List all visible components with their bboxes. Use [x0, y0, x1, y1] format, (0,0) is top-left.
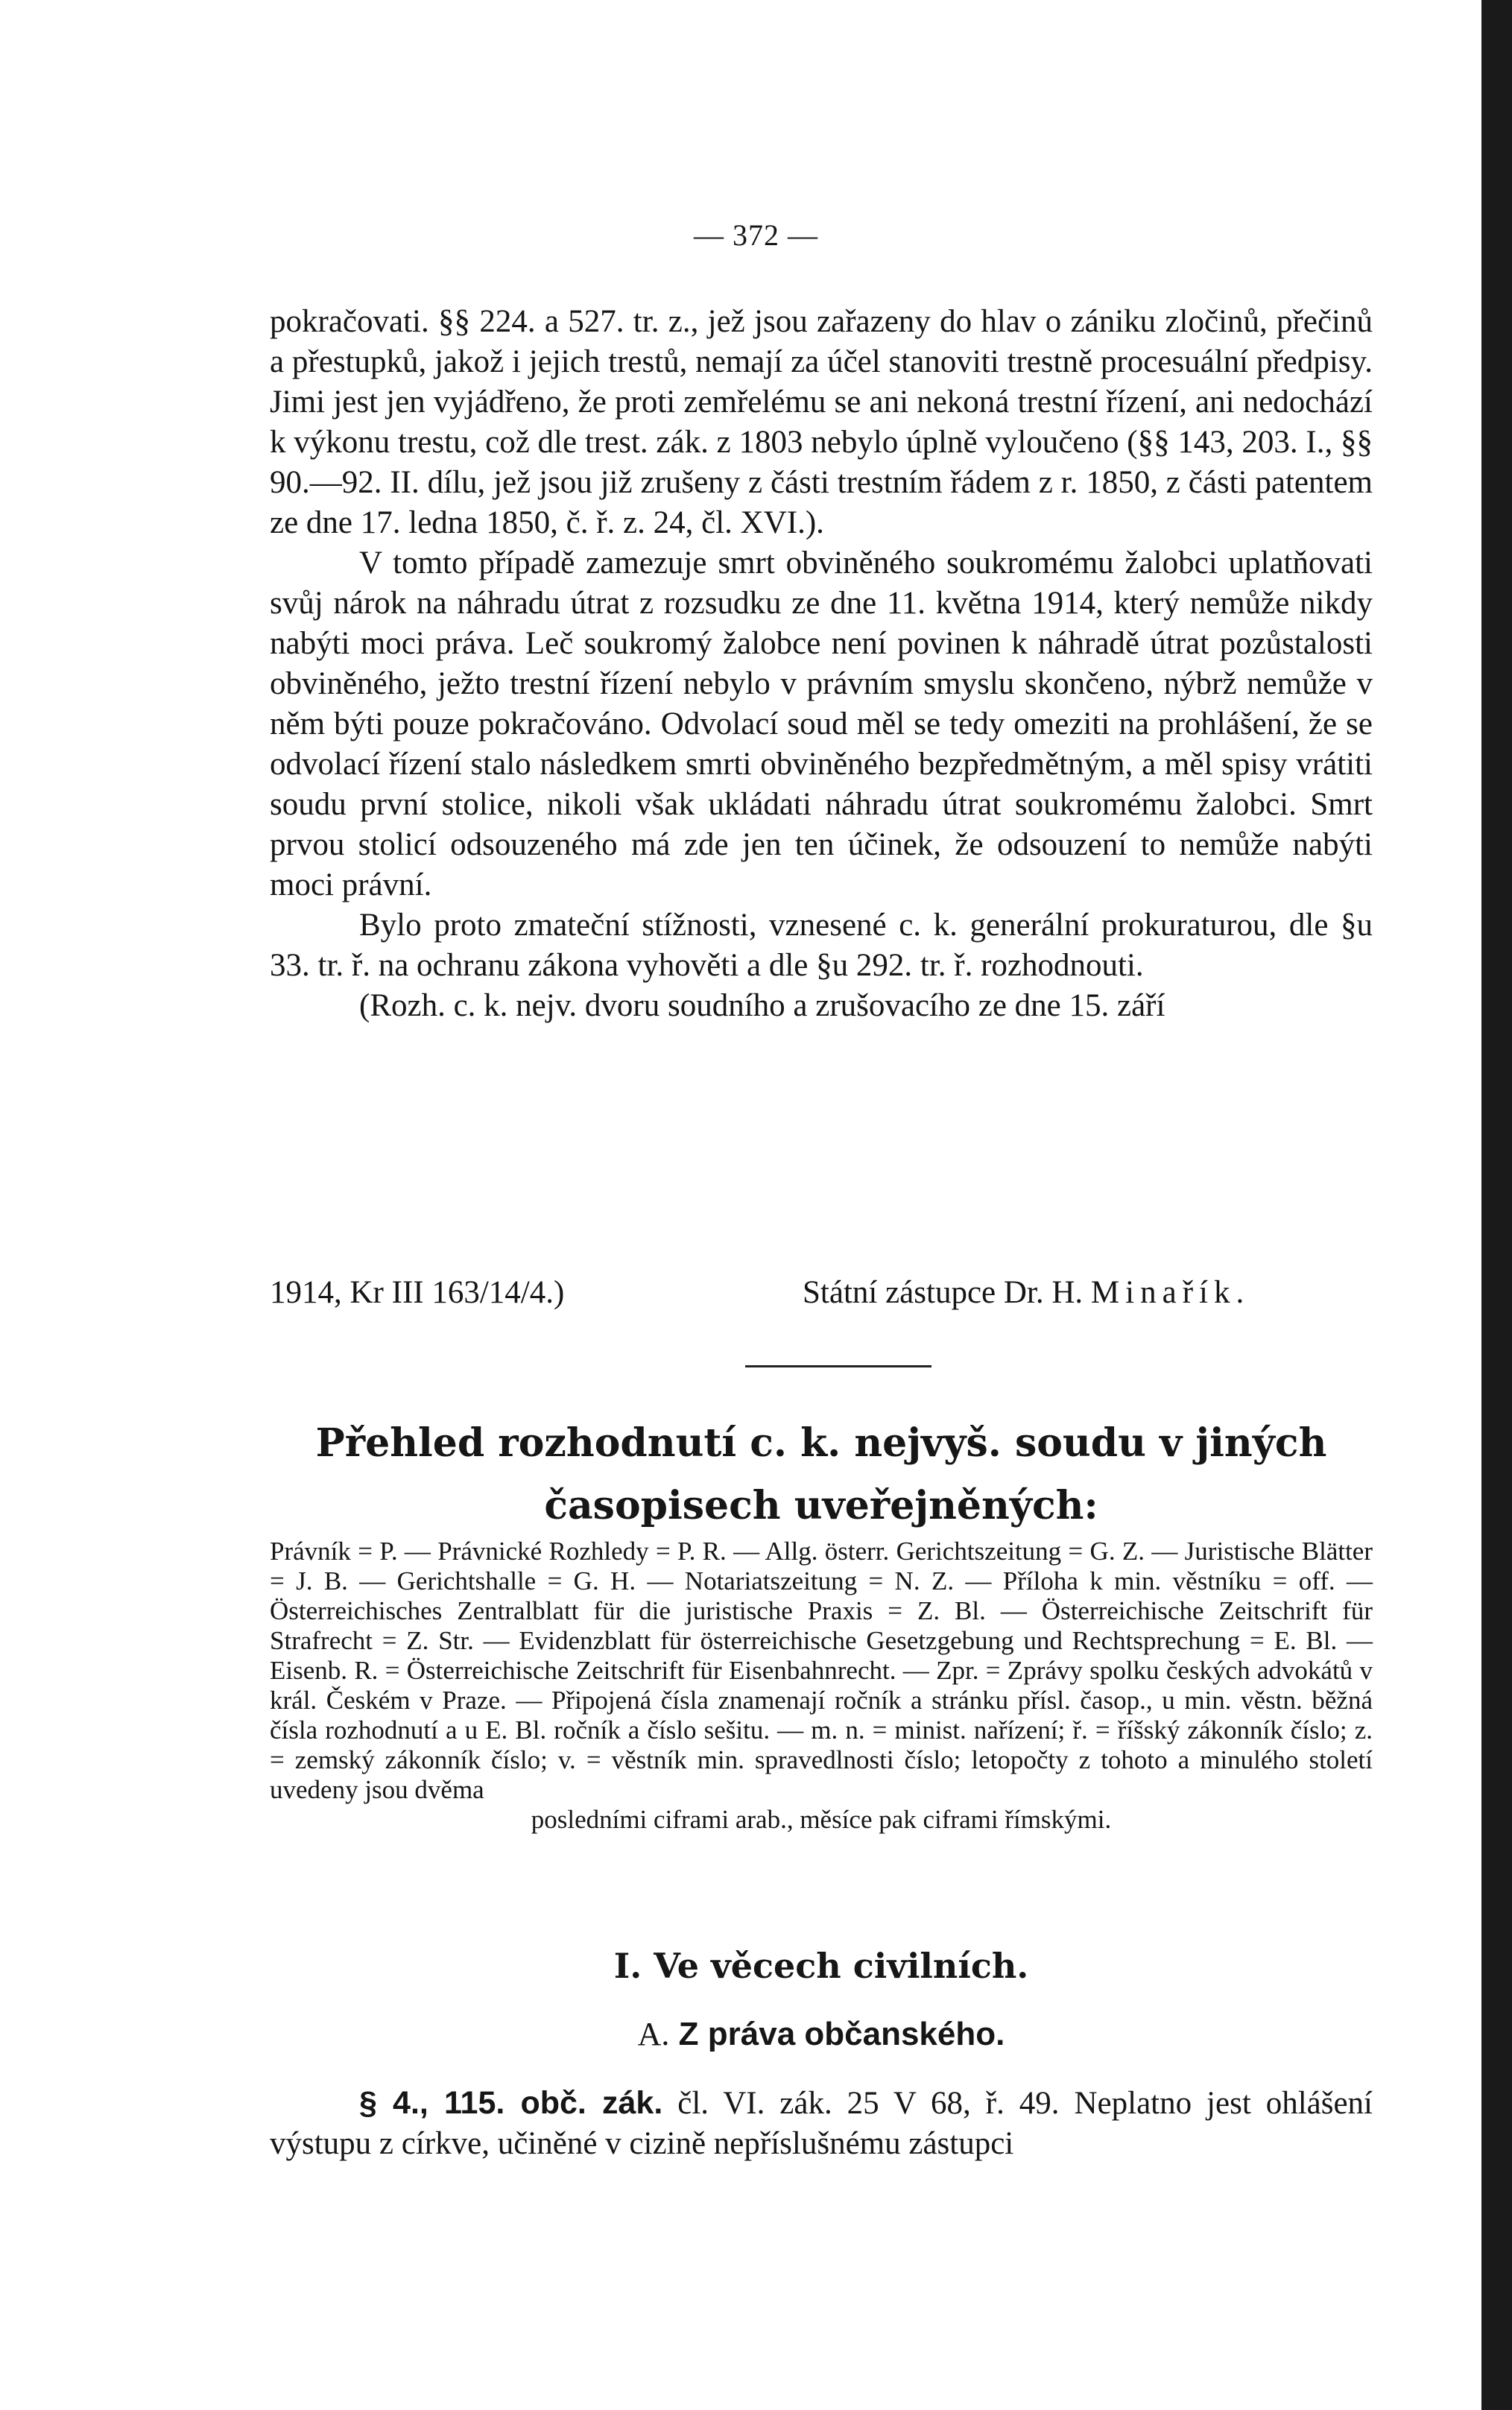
final-paragraph-statute: § 4., 115. obč. zák.	[359, 2085, 663, 2121]
overview-heading-line-2: časopisech uveřejněných:	[544, 1483, 1098, 1528]
final-paragraph-body: čl. VI. zák. 25 V 68, ř. 49. Neplatno jest ohlášení výstupu z církve, učiněné v cizině nepříslušnému zástupci	[270, 2086, 1373, 2161]
citation-tail: 1914, Kr III 163/14/4.)	[270, 1275, 565, 1310]
abbreviations-text: Právník = P. — Právnické Rozhledy = P. R. — Allg. österr. Gerichtszeitung = G. Z. — Juristische Blätter = J. B. — Gerichtshalle = G. H. — Notariatszeitung = N. Z. — Příloha k min. věstníku = off. — Österreichisches Zentralblatt für die juristische Praxis = Z. Bl. — Österreichische Zeitschrift für Strafrecht = Z. Str. — Evidenzblatt für österreichische Gesetzgebung und Rechtsprechung = E. Bl. — Eisenb. R. = Österreichische Zeitschrift für Eisenbahnrecht. — Zpr. = Zprávy spolku českých advokátů v král. Českém v Praze. — Připojená čísla znamenají ročník a stránku přísl. časop., u min. věstn. běžná čísla rozhodnutí a u E. Bl. ročník a číslo sešitu. — m. n. = minist. nařízení; ř. = říšský zákonník číslo; z. = zemský zákonník číslo; v. = věstník min. spravedlnosti číslo; letopočty z tohoto a minulého století uvedeny jsou dvěma	[270, 1537, 1373, 1804]
page-number: — 372 —	[694, 218, 818, 252]
abbreviations-last-line: posledními ciframi arab., měsíce pak ciframi římskými.	[531, 1805, 1112, 1834]
abbreviations-legend	[270, 1537, 1373, 1835]
section-heading-civil: I. Ve věcech civilních.	[613, 1946, 1029, 1986]
paragraph-1: pokračovati. §§ 224. a 527. tr. z., jež jsou zařazeny do hlav o zániku zločinů, přečinů a přestupků, jakož i jejich trestů, nemají za účel stanoviti trestně procesuální předpisy. Jimi jest jen vyjádřeno, že proti zemřelému se ani nekoná trestní řízení, ani nedochází k výkonu trestu, což dle trest. zák. z 1803 nebylo úplně vyloučeno (§§ 143, 203. I., §§ 90.—92. II. dílu, jež jsou již zrušeny z části trestním řádem z r. 1850, z části patentem ze dne 17. ledna 1850, č. ř. z. 24, čl. XVI.).	[270, 304, 1373, 540]
subsection-letter: A.	[637, 2016, 670, 2052]
main-text	[270, 302, 1373, 1026]
final-paragraph-text	[270, 2083, 1373, 2164]
subsection-title: Z práva občanského.	[669, 2016, 1005, 2052]
section-divider	[745, 1365, 931, 1367]
scan-edge-strip	[1481, 0, 1512, 2410]
paragraph-3: Bylo proto zmateční stížnosti, vznesené c. k. generální prokuraturou, dle §u 33. tr. ř. na ochranu zákona vyhověti a dle §u 292. tr. ř. rozhodnouti.	[270, 908, 1373, 983]
paragraph-2: V tomto případě zamezuje smrt obviněného soukromému žalobci uplatňovati svůj nárok na náhradu útrat z rozsudku ze dne 11. května 1914, který nemůže nikdy nabýti moci práva. Leč soukromý žalobce není povinen k náhradě útrat pozůstalosti obviněného, ježto trestní řízení nebylo v právním smyslu skončeno, nýbrž nemůže v něm býti pouze pokračováno. Odvolací soud měl se tedy omeziti na prohlášení, že se odvolací řízení stalo následkem smrti obviněného bezpředmětným, a měl spisy vrátiti soudu první stolice, nikoli však ukládati náhradu útrat soukromému žalobci. Smrt prvou stolicí odsouzeného má zde jen ten účinek, že odsouzení to nemůže nabýti moci právní.	[270, 545, 1373, 902]
signature	[803, 1273, 1250, 1313]
signature-name: Minařík.	[1090, 1275, 1250, 1310]
overview-heading-line-1: Přehled rozhodnutí c. k. nejvyš. soudu v jiných	[315, 1420, 1327, 1466]
final-paragraph	[270, 2083, 1373, 2164]
citation-signature-line	[270, 1273, 1373, 1313]
signature-prefix: Státní zástupce Dr. H.	[803, 1275, 1091, 1310]
paragraph-4: (Rozh. c. k. nejv. dvoru soudního a zrušovacího ze dne 15. září	[359, 988, 1165, 1023]
subsection-heading-civil-law	[270, 2012, 1373, 2057]
overview-heading	[270, 1412, 1373, 1537]
